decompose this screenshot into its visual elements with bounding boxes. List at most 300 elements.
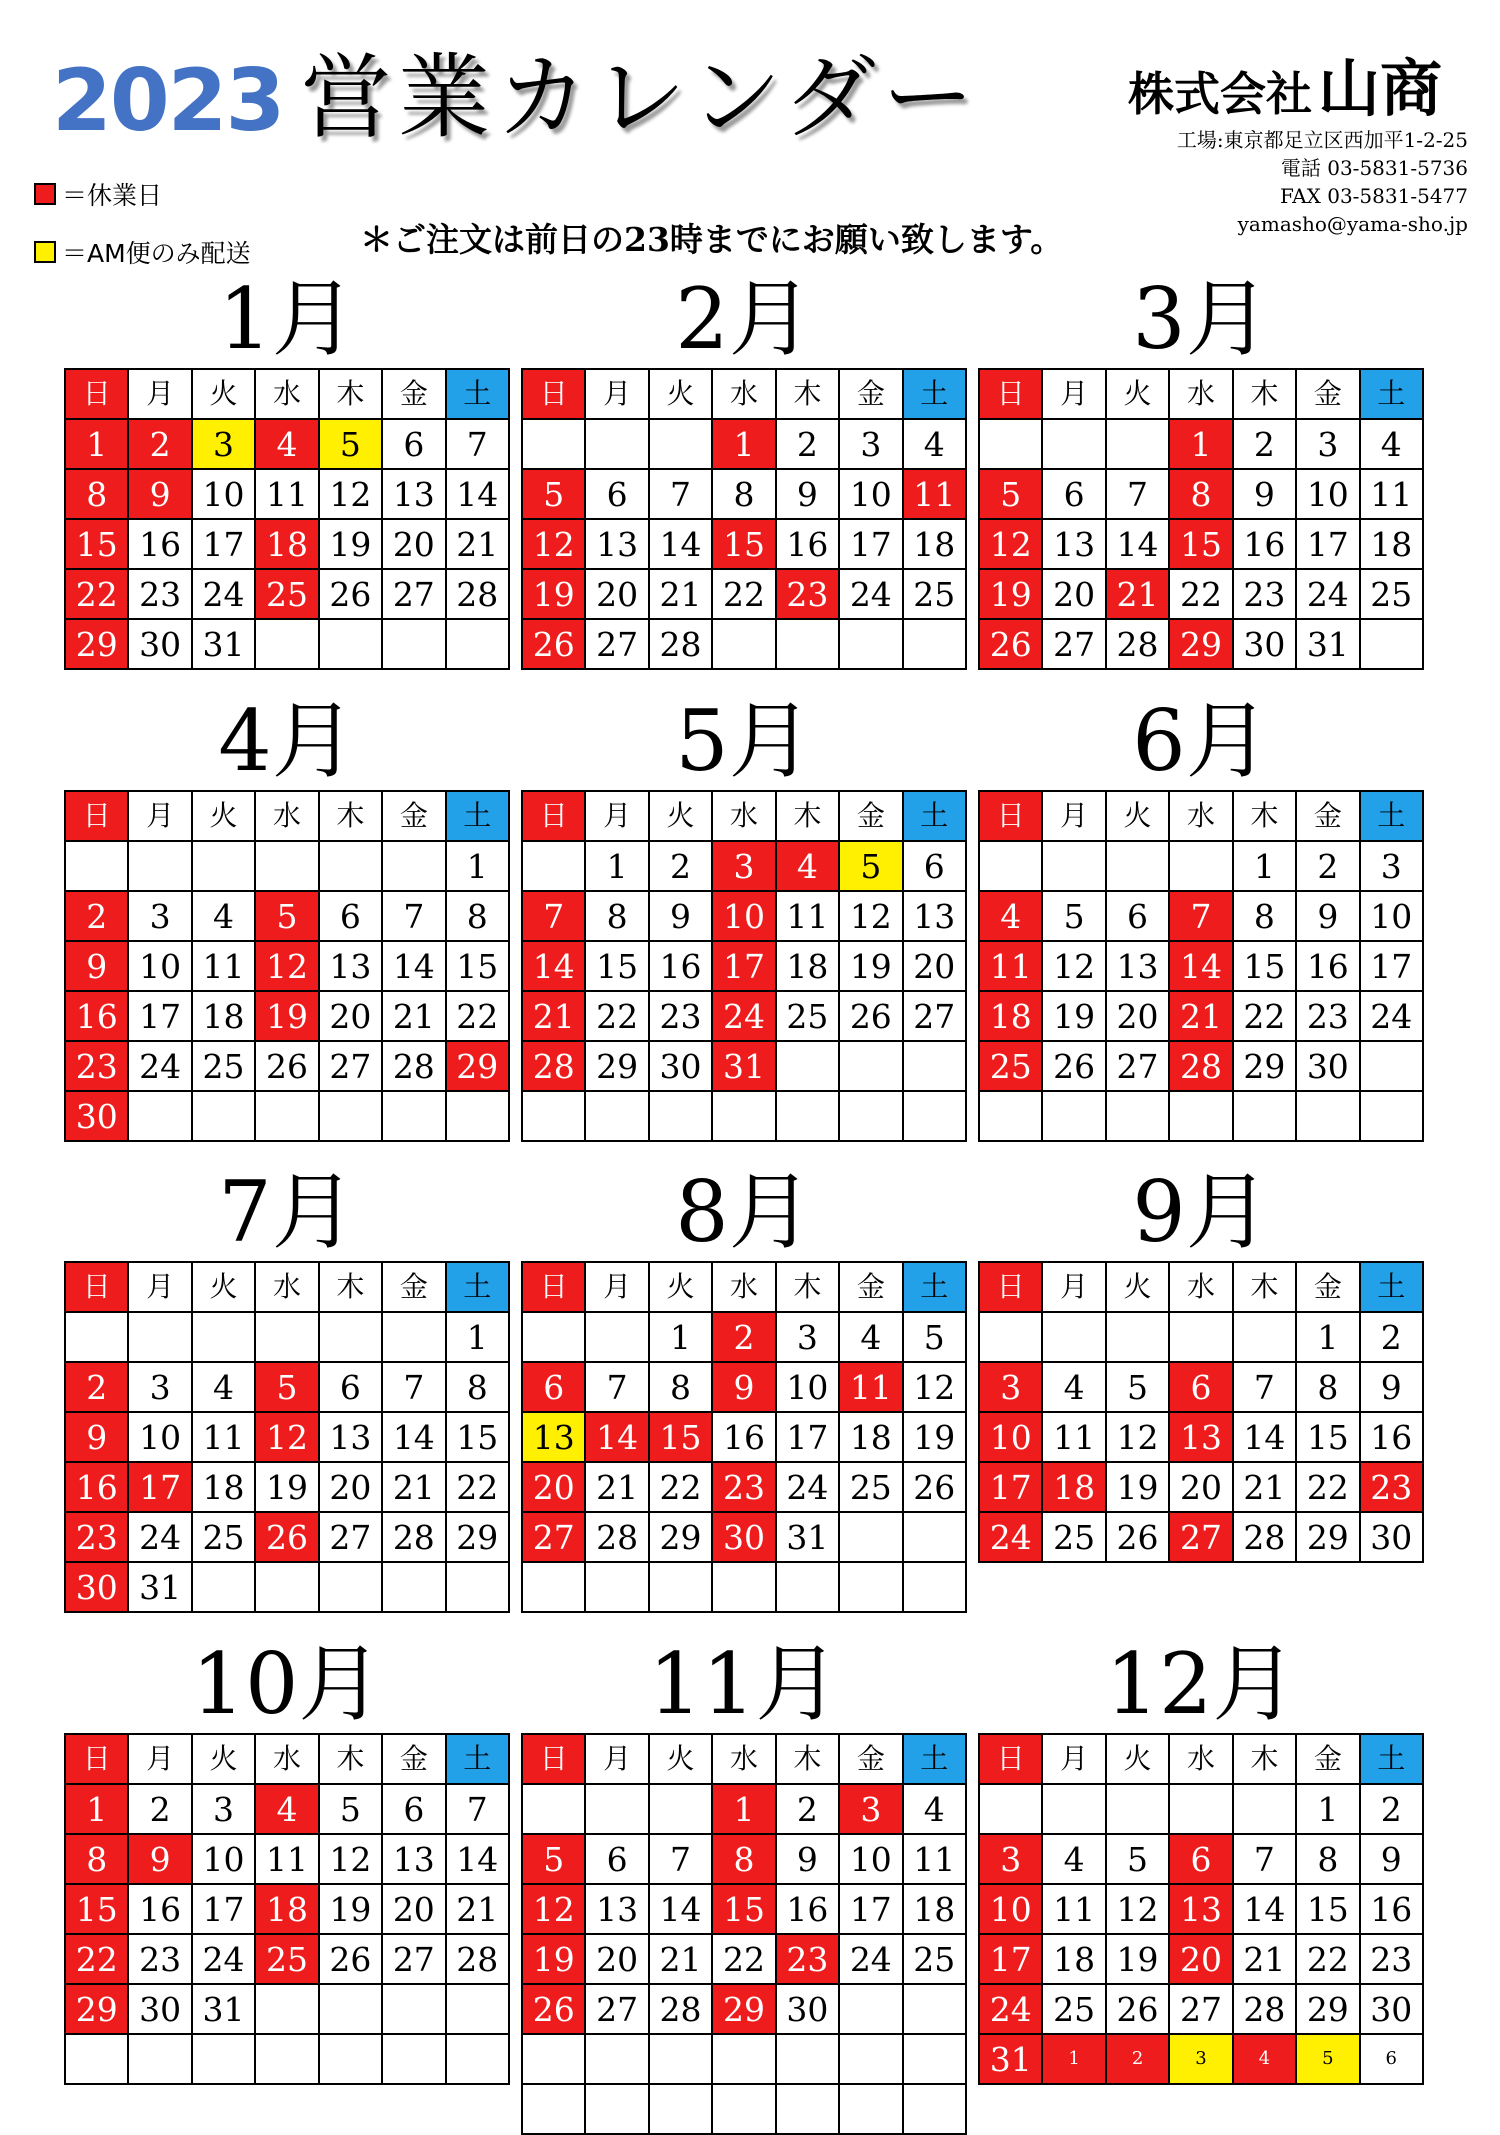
day-cell: 16 (776, 519, 839, 569)
empty-cell (839, 1562, 902, 1612)
day-cell: 27 (585, 1984, 648, 2034)
day-cell: 12 (319, 1834, 382, 1884)
day-cell: 12 (839, 891, 902, 941)
month-grid (64, 1733, 510, 2085)
month-title: 2月 (675, 270, 813, 368)
day-cell: 30 (1233, 619, 1296, 669)
weekday-header: 月 (1042, 1262, 1105, 1312)
month-october (64, 1635, 510, 2085)
day-cell: 17 (192, 519, 255, 569)
weekday-header: 月 (1042, 1734, 1105, 1784)
month-july (64, 1163, 510, 1613)
weekday-header: 木 (776, 1262, 839, 1312)
day-cell: 22 (65, 1934, 128, 1984)
day-cell: 9 (1296, 891, 1359, 941)
day-cell: 3 (776, 1312, 839, 1362)
weekday-header: 金 (382, 1734, 445, 1784)
day-cell: 27 (1169, 1984, 1232, 2034)
month-title: 8月 (675, 1163, 813, 1261)
day-cell: 2 (1296, 841, 1359, 891)
empty-cell (979, 419, 1042, 469)
day-cell: 13 (585, 1884, 648, 1934)
day-cell: 2 (649, 841, 712, 891)
day-cell: 24 (839, 1934, 902, 1984)
empty-cell (382, 1312, 445, 1362)
month-title: 12月 (1105, 1635, 1297, 1733)
weekday-header: 火 (1106, 1262, 1169, 1312)
day-cell: 1 (649, 1312, 712, 1362)
weekday-header: 土 (903, 1734, 966, 1784)
day-cell: 5 (319, 419, 382, 469)
day-cell: 28 (446, 569, 509, 619)
month-grid (64, 790, 510, 1142)
day-cell: 16 (776, 1884, 839, 1934)
day-cell: 2 (1360, 1784, 1423, 1834)
day-cell: 26 (839, 991, 902, 1041)
legend-am-only-label: ＝AM便のみ配送 (62, 239, 251, 268)
day-cell: 20 (522, 1462, 585, 1512)
day-cell: 28 (649, 1984, 712, 2034)
month-grid (64, 368, 510, 670)
empty-cell (522, 1562, 585, 1612)
month-title: 6月 (1132, 692, 1270, 790)
empty-cell (192, 1562, 255, 1612)
day-cell: 2 (776, 1784, 839, 1834)
day-cell: 20 (319, 991, 382, 1041)
empty-cell (319, 1091, 382, 1141)
day-cell: 5 (1106, 1834, 1169, 1884)
empty-cell (903, 2084, 966, 2134)
weekday-header: 木 (776, 369, 839, 419)
month-title: 7月 (218, 1163, 356, 1261)
empty-cell (1042, 419, 1105, 469)
empty-cell (1233, 1312, 1296, 1362)
weekday-header: 火 (1106, 1734, 1169, 1784)
day-cell: 4 (776, 841, 839, 891)
empty-cell (128, 1312, 191, 1362)
day-cell: 27 (1106, 1041, 1169, 1091)
day-cell: 5 (903, 1312, 966, 1362)
day-cell: 8 (446, 891, 509, 941)
day-cell: 3 (192, 1784, 255, 1834)
company-email[interactable]: yamasho@yama-sho.jp (1237, 212, 1468, 236)
day-cell: 16 (1296, 941, 1359, 991)
day-cell: 4 (903, 419, 966, 469)
day-cell: 27 (319, 1512, 382, 1562)
month-april (64, 692, 510, 1142)
empty-cell (585, 419, 648, 469)
day-cell: 25 (839, 1462, 902, 1512)
day-cell: 23 (65, 1041, 128, 1091)
day-cell: 24 (1296, 569, 1359, 619)
day-cell: 3 (979, 1834, 1042, 1884)
day-cell: 8 (65, 1834, 128, 1884)
day-cell: 18 (839, 1412, 902, 1462)
day-cell: 5 (839, 841, 902, 891)
day-cell: 22 (446, 991, 509, 1041)
day-cell: 22 (65, 569, 128, 619)
day-cell: 18 (979, 991, 1042, 1041)
weekday-header: 月 (128, 369, 191, 419)
day-cell: 7 (649, 1834, 712, 1884)
day-cell: 25 (903, 1934, 966, 1984)
day-cell: 24 (776, 1462, 839, 1512)
company-address: 工場:東京都足立区西加平1-2-25 (1176, 128, 1468, 152)
day-cell: 19 (522, 1934, 585, 1984)
day-cell: 6 (382, 1784, 445, 1834)
empty-cell (522, 419, 585, 469)
empty-cell (839, 1984, 902, 2034)
weekday-header: 土 (446, 1262, 509, 1312)
day-cell: 27 (382, 1934, 445, 1984)
empty-cell (382, 1091, 445, 1141)
holiday-swatch (34, 183, 56, 205)
day-cell: 24 (712, 991, 775, 1041)
day-cell: 6 (1106, 891, 1169, 941)
day-cell: 16 (128, 519, 191, 569)
weekday-header: 金 (382, 369, 445, 419)
weekday-header: 水 (1169, 1734, 1232, 1784)
day-cell: 7 (1233, 1834, 1296, 1884)
day-cell: 23 (1360, 1934, 1423, 1984)
empty-cell (776, 1041, 839, 1091)
day-cell: 6 (1169, 1834, 1232, 1884)
month-august (521, 1163, 967, 1613)
weekday-header: 月 (585, 1262, 648, 1312)
empty-cell (712, 2084, 775, 2134)
weekday-header: 金 (382, 791, 445, 841)
day-cell: 22 (1233, 991, 1296, 1041)
empty-cell (649, 1562, 712, 1612)
empty-cell (903, 1512, 966, 1562)
day-cell: 25 (1360, 569, 1423, 619)
day-cell: 26 (1106, 1984, 1169, 2034)
day-cell: 15 (1169, 519, 1232, 569)
empty-cell (522, 2034, 585, 2084)
company-phone: 電話 03-5831-5736 (1280, 156, 1468, 180)
day-cell: 7 (446, 419, 509, 469)
empty-cell (839, 2034, 902, 2084)
day-cell: 17 (712, 941, 775, 991)
day-cell: 7 (585, 1362, 648, 1412)
day-cell: 20 (319, 1462, 382, 1512)
day-cell: 16 (65, 1462, 128, 1512)
day-cell: 20 (382, 1884, 445, 1934)
day-cell: 7 (649, 469, 712, 519)
day-cell: 1 (446, 1312, 509, 1362)
empty-cell (585, 1562, 648, 1612)
empty-cell (649, 419, 712, 469)
empty-cell (1169, 1784, 1232, 1834)
month-grid (521, 1261, 967, 1613)
day-cell: 13 (1169, 1884, 1232, 1934)
day-cell: 18 (903, 1884, 966, 1934)
empty-cell (522, 841, 585, 891)
day-cell: 29 (585, 1041, 648, 1091)
day-cell: 24 (839, 569, 902, 619)
day-cell: 9 (128, 1834, 191, 1884)
day-cell: 1 (1233, 841, 1296, 891)
day-cell: 7 (382, 891, 445, 941)
day-cell: 10 (979, 1412, 1042, 1462)
day-cell: 28 (1106, 619, 1169, 669)
empty-cell (712, 2034, 775, 2084)
empty-cell (776, 2084, 839, 2134)
weekday-header: 土 (446, 1734, 509, 1784)
day-cell: 19 (255, 991, 318, 1041)
day-cell: 21 (1233, 1462, 1296, 1512)
weekday-header: 水 (255, 1262, 318, 1312)
day-cell: 9 (128, 469, 191, 519)
legend-holiday (34, 176, 162, 212)
day-cell: 25 (255, 1934, 318, 1984)
weekday-header: 日 (979, 1262, 1042, 1312)
empty-cell (1042, 1091, 1105, 1141)
day-cell: 18 (1042, 1934, 1105, 1984)
day-cell: 30 (65, 1091, 128, 1141)
empty-cell (1169, 1091, 1232, 1141)
empty-cell (1042, 841, 1105, 891)
weekday-header: 水 (1169, 1262, 1232, 1312)
weekday-header: 日 (522, 369, 585, 419)
day-cell: 4 (192, 1362, 255, 1412)
day-cell: 13 (319, 1412, 382, 1462)
weekday-header: 水 (1169, 369, 1232, 419)
day-cell: 29 (65, 1984, 128, 2034)
day-cell: 12 (903, 1362, 966, 1412)
day-cell: 21 (1233, 1934, 1296, 1984)
day-cell: 4 (192, 891, 255, 941)
day-cell: 3 (979, 1362, 1042, 1412)
day-cell: 25 (1042, 1512, 1105, 1562)
empty-cell (382, 1984, 445, 2034)
day-cell: 29 (1233, 1041, 1296, 1091)
day-cell: 2 (1233, 419, 1296, 469)
empty-cell (128, 841, 191, 891)
day-cell: 1 (712, 419, 775, 469)
day-cell: 31 (979, 2034, 1042, 2084)
weekday-header: 火 (192, 791, 255, 841)
day-cell: 10 (128, 1412, 191, 1462)
weekday-header: 月 (585, 791, 648, 841)
day-cell: 22 (649, 1462, 712, 1512)
day-cell: 18 (1042, 1462, 1105, 1512)
day-cell: 24 (192, 569, 255, 619)
empty-cell (839, 2084, 902, 2134)
day-cell: 31 (192, 1984, 255, 2034)
day-cell: 1 (1042, 2034, 1105, 2084)
day-cell: 25 (903, 569, 966, 619)
day-cell: 2 (65, 891, 128, 941)
day-cell: 17 (128, 1462, 191, 1512)
day-cell: 12 (1106, 1884, 1169, 1934)
weekday-header: 火 (649, 1262, 712, 1312)
day-cell: 28 (382, 1512, 445, 1562)
weekday-header: 火 (649, 369, 712, 419)
day-cell: 20 (585, 1934, 648, 1984)
day-cell: 29 (1296, 1984, 1359, 2034)
day-cell: 21 (382, 1462, 445, 1512)
empty-cell (1360, 1091, 1423, 1141)
day-cell: 23 (776, 1934, 839, 1984)
month-grid (521, 368, 967, 670)
day-cell: 23 (128, 1934, 191, 1984)
day-cell: 22 (712, 569, 775, 619)
weekday-header: 木 (1233, 1262, 1296, 1312)
day-cell: 23 (1360, 1462, 1423, 1512)
day-cell: 29 (446, 1041, 509, 1091)
day-cell: 26 (319, 569, 382, 619)
day-cell: 1 (1296, 1312, 1359, 1362)
day-cell: 23 (712, 1462, 775, 1512)
empty-cell (649, 1784, 712, 1834)
month-grid (978, 1261, 1424, 1563)
day-cell: 11 (776, 891, 839, 941)
day-cell: 19 (979, 569, 1042, 619)
day-cell: 22 (1296, 1462, 1359, 1512)
day-cell: 4 (255, 419, 318, 469)
weekday-header: 金 (1296, 1734, 1359, 1784)
legend-holiday-label: ＝休業日 (62, 181, 163, 210)
day-cell: 5 (319, 1784, 382, 1834)
day-cell: 21 (649, 569, 712, 619)
empty-cell (979, 1784, 1042, 1834)
day-cell: 21 (649, 1934, 712, 1984)
day-cell: 4 (255, 1784, 318, 1834)
day-cell: 9 (65, 941, 128, 991)
month-grid (521, 1733, 967, 2135)
empty-cell (255, 1091, 318, 1141)
weekday-header: 日 (65, 369, 128, 419)
empty-cell (1106, 1784, 1169, 1834)
weekday-header: 日 (979, 1734, 1042, 1784)
month-june (978, 692, 1424, 1142)
empty-cell (192, 841, 255, 891)
empty-cell (1233, 1784, 1296, 1834)
empty-cell (1106, 1091, 1169, 1141)
weekday-header: 火 (649, 791, 712, 841)
month-title: 1月 (218, 270, 356, 368)
weekday-header: 金 (382, 1262, 445, 1312)
empty-cell (255, 2034, 318, 2084)
month-grid (978, 1733, 1424, 2085)
empty-cell (776, 1562, 839, 1612)
day-cell: 9 (649, 891, 712, 941)
day-cell: 4 (1233, 2034, 1296, 2084)
day-cell: 28 (1233, 1984, 1296, 2034)
weekday-header: 月 (128, 1734, 191, 1784)
day-cell: 6 (585, 469, 648, 519)
empty-cell (255, 1312, 318, 1362)
day-cell: 23 (65, 1512, 128, 1562)
day-cell: 11 (1042, 1884, 1105, 1934)
day-cell: 23 (128, 569, 191, 619)
day-cell: 12 (1042, 941, 1105, 991)
day-cell: 17 (1360, 941, 1423, 991)
empty-cell (255, 1562, 318, 1612)
weekday-header: 木 (1233, 369, 1296, 419)
empty-cell (1106, 841, 1169, 891)
month-september (978, 1163, 1424, 1563)
weekday-header: 土 (1360, 1734, 1423, 1784)
day-cell: 21 (585, 1462, 648, 1512)
empty-cell (585, 1784, 648, 1834)
company-name (1128, 52, 1443, 125)
empty-cell (65, 2034, 128, 2084)
weekday-header: 土 (903, 1262, 966, 1312)
day-cell: 25 (255, 569, 318, 619)
day-cell: 8 (585, 891, 648, 941)
day-cell: 30 (712, 1512, 775, 1562)
weekday-header: 日 (65, 1262, 128, 1312)
weekday-header: 火 (1106, 369, 1169, 419)
day-cell: 14 (382, 941, 445, 991)
day-cell: 7 (1233, 1362, 1296, 1412)
day-cell: 13 (522, 1412, 585, 1462)
day-cell: 5 (255, 891, 318, 941)
day-cell: 28 (1233, 1512, 1296, 1562)
day-cell: 30 (128, 1984, 191, 2034)
day-cell: 5 (1296, 2034, 1359, 2084)
day-cell: 15 (1296, 1884, 1359, 1934)
empty-cell (903, 1984, 966, 2034)
weekday-header: 木 (319, 1262, 382, 1312)
empty-cell (1106, 419, 1169, 469)
day-cell: 31 (128, 1562, 191, 1612)
day-cell: 3 (128, 891, 191, 941)
empty-cell (712, 619, 775, 669)
day-cell: 12 (255, 941, 318, 991)
weekday-header: 日 (65, 1734, 128, 1784)
day-cell: 15 (446, 941, 509, 991)
day-cell: 10 (839, 469, 902, 519)
day-cell: 13 (1169, 1412, 1232, 1462)
day-cell: 20 (1106, 991, 1169, 1041)
empty-cell (776, 2034, 839, 2084)
empty-cell (65, 841, 128, 891)
empty-cell (192, 2034, 255, 2084)
empty-cell (192, 1312, 255, 1362)
empty-cell (979, 1312, 1042, 1362)
day-cell: 10 (776, 1362, 839, 1412)
day-cell: 6 (319, 1362, 382, 1412)
day-cell: 30 (1360, 1984, 1423, 2034)
weekday-header: 土 (446, 791, 509, 841)
day-cell: 20 (1042, 569, 1105, 619)
weekday-header: 月 (128, 1262, 191, 1312)
day-cell: 16 (65, 991, 128, 1041)
day-cell: 13 (382, 1834, 445, 1884)
weekday-header: 水 (712, 1734, 775, 1784)
day-cell: 31 (776, 1512, 839, 1562)
day-cell: 27 (903, 991, 966, 1041)
day-cell: 9 (776, 1834, 839, 1884)
day-cell: 23 (1233, 569, 1296, 619)
weekday-header: 月 (1042, 369, 1105, 419)
day-cell: 24 (192, 1934, 255, 1984)
day-cell: 21 (522, 991, 585, 1041)
day-cell: 14 (382, 1412, 445, 1462)
day-cell: 22 (585, 991, 648, 1041)
day-cell: 17 (1296, 519, 1359, 569)
day-cell: 25 (192, 1041, 255, 1091)
day-cell: 15 (446, 1412, 509, 1462)
day-cell: 18 (1360, 519, 1423, 569)
weekday-header: 木 (1233, 1734, 1296, 1784)
empty-cell (776, 619, 839, 669)
day-cell: 12 (522, 519, 585, 569)
day-cell: 31 (1296, 619, 1359, 669)
